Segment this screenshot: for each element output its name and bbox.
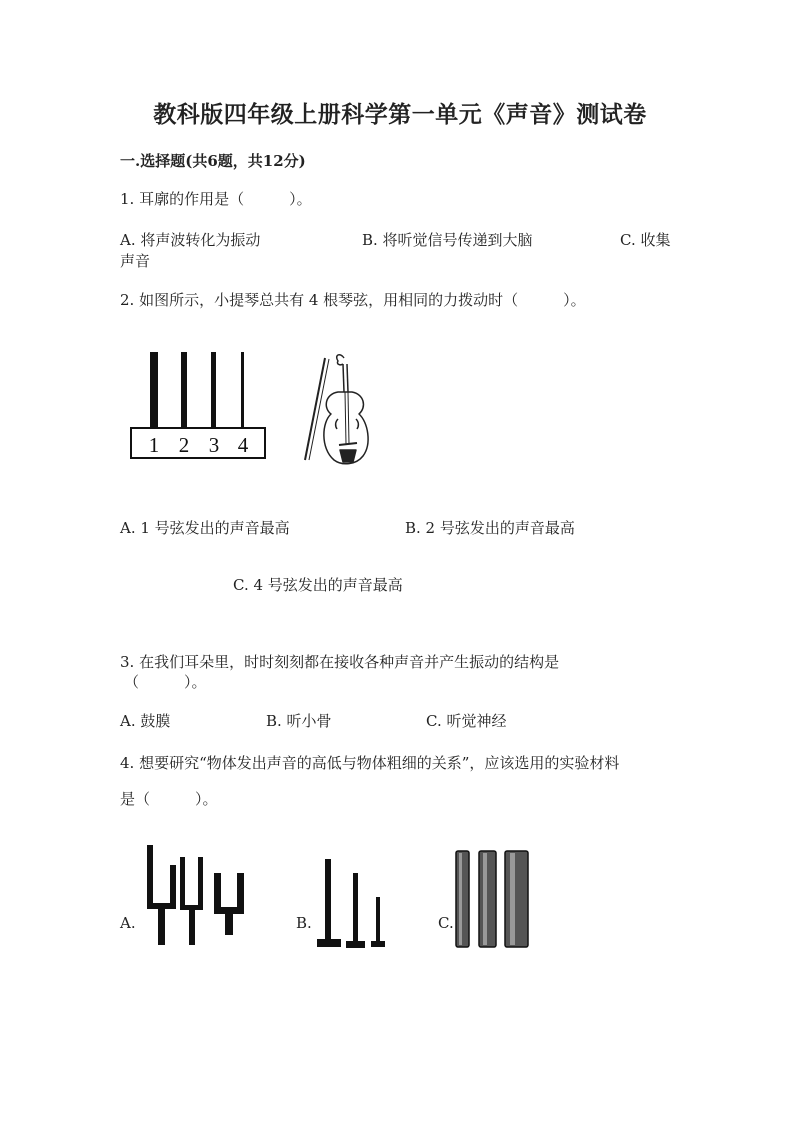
question-3-stem-continued: （ ）。: [124, 673, 207, 691]
string-label-1: 1: [148, 433, 160, 457]
string-label-4: 4: [237, 433, 249, 457]
string-4: [241, 352, 244, 430]
question-4-option-c[interactable]: C.: [438, 914, 454, 932]
violin-figure: [300, 352, 372, 468]
page-title: 教科版四年级上册科学第一单元《声音》测试卷: [153, 101, 647, 128]
question-3-stem: 3. 在我们耳朵里，时时刻刻都在接收各种声音并产生振动的结构是: [120, 653, 560, 671]
string-3: [211, 352, 216, 430]
question-1-option-c-continued: 声音: [120, 252, 151, 270]
tuning-forks-figure: [144, 843, 248, 949]
metal-rods-figure: [454, 848, 532, 950]
question-4-option-b[interactable]: B.: [296, 914, 312, 932]
question-3-option-b[interactable]: B. 听小骨: [266, 712, 332, 730]
question-2-option-a[interactable]: A. 1 号弦发出的声音最高: [120, 519, 290, 537]
nails-figure: [314, 855, 392, 951]
question-1-option-c[interactable]: C. 收集: [620, 231, 671, 249]
string-board-figure: [128, 348, 270, 462]
string-label-3: 3: [208, 433, 220, 457]
question-2-option-c[interactable]: C. 4 号弦发出的声音最高: [233, 576, 403, 594]
question-4-stem: 4. 想要研究“物体发出声音的高低与物体粗细的关系”，应该选用的实验材料: [120, 754, 620, 772]
question-1-stem: 1. 耳廓的作用是（ ）。: [120, 190, 312, 208]
question-3-option-a[interactable]: A. 鼓膜: [120, 712, 171, 730]
question-4-stem-continued: 是（ ）。: [120, 790, 218, 808]
string-1: [150, 352, 158, 430]
question-1-option-a[interactable]: A. 将声波转化为振动: [120, 231, 261, 249]
question-3-option-c[interactable]: C. 听觉神经: [426, 712, 507, 730]
question-2-option-b[interactable]: B. 2 号弦发出的声音最高: [405, 519, 575, 537]
string-2: [181, 352, 187, 430]
question-2-stem: 2. 如图所示，小提琴总共有 4 根琴弦，用相同的力拨动时（ ）。: [120, 291, 586, 309]
question-1-option-b[interactable]: B. 将听觉信号传递到大脑: [362, 231, 533, 249]
string-label-2: 2: [178, 433, 190, 457]
question-4-option-a[interactable]: A.: [120, 914, 136, 932]
section-heading: 一.选择题(共6题，共12分): [120, 152, 306, 170]
